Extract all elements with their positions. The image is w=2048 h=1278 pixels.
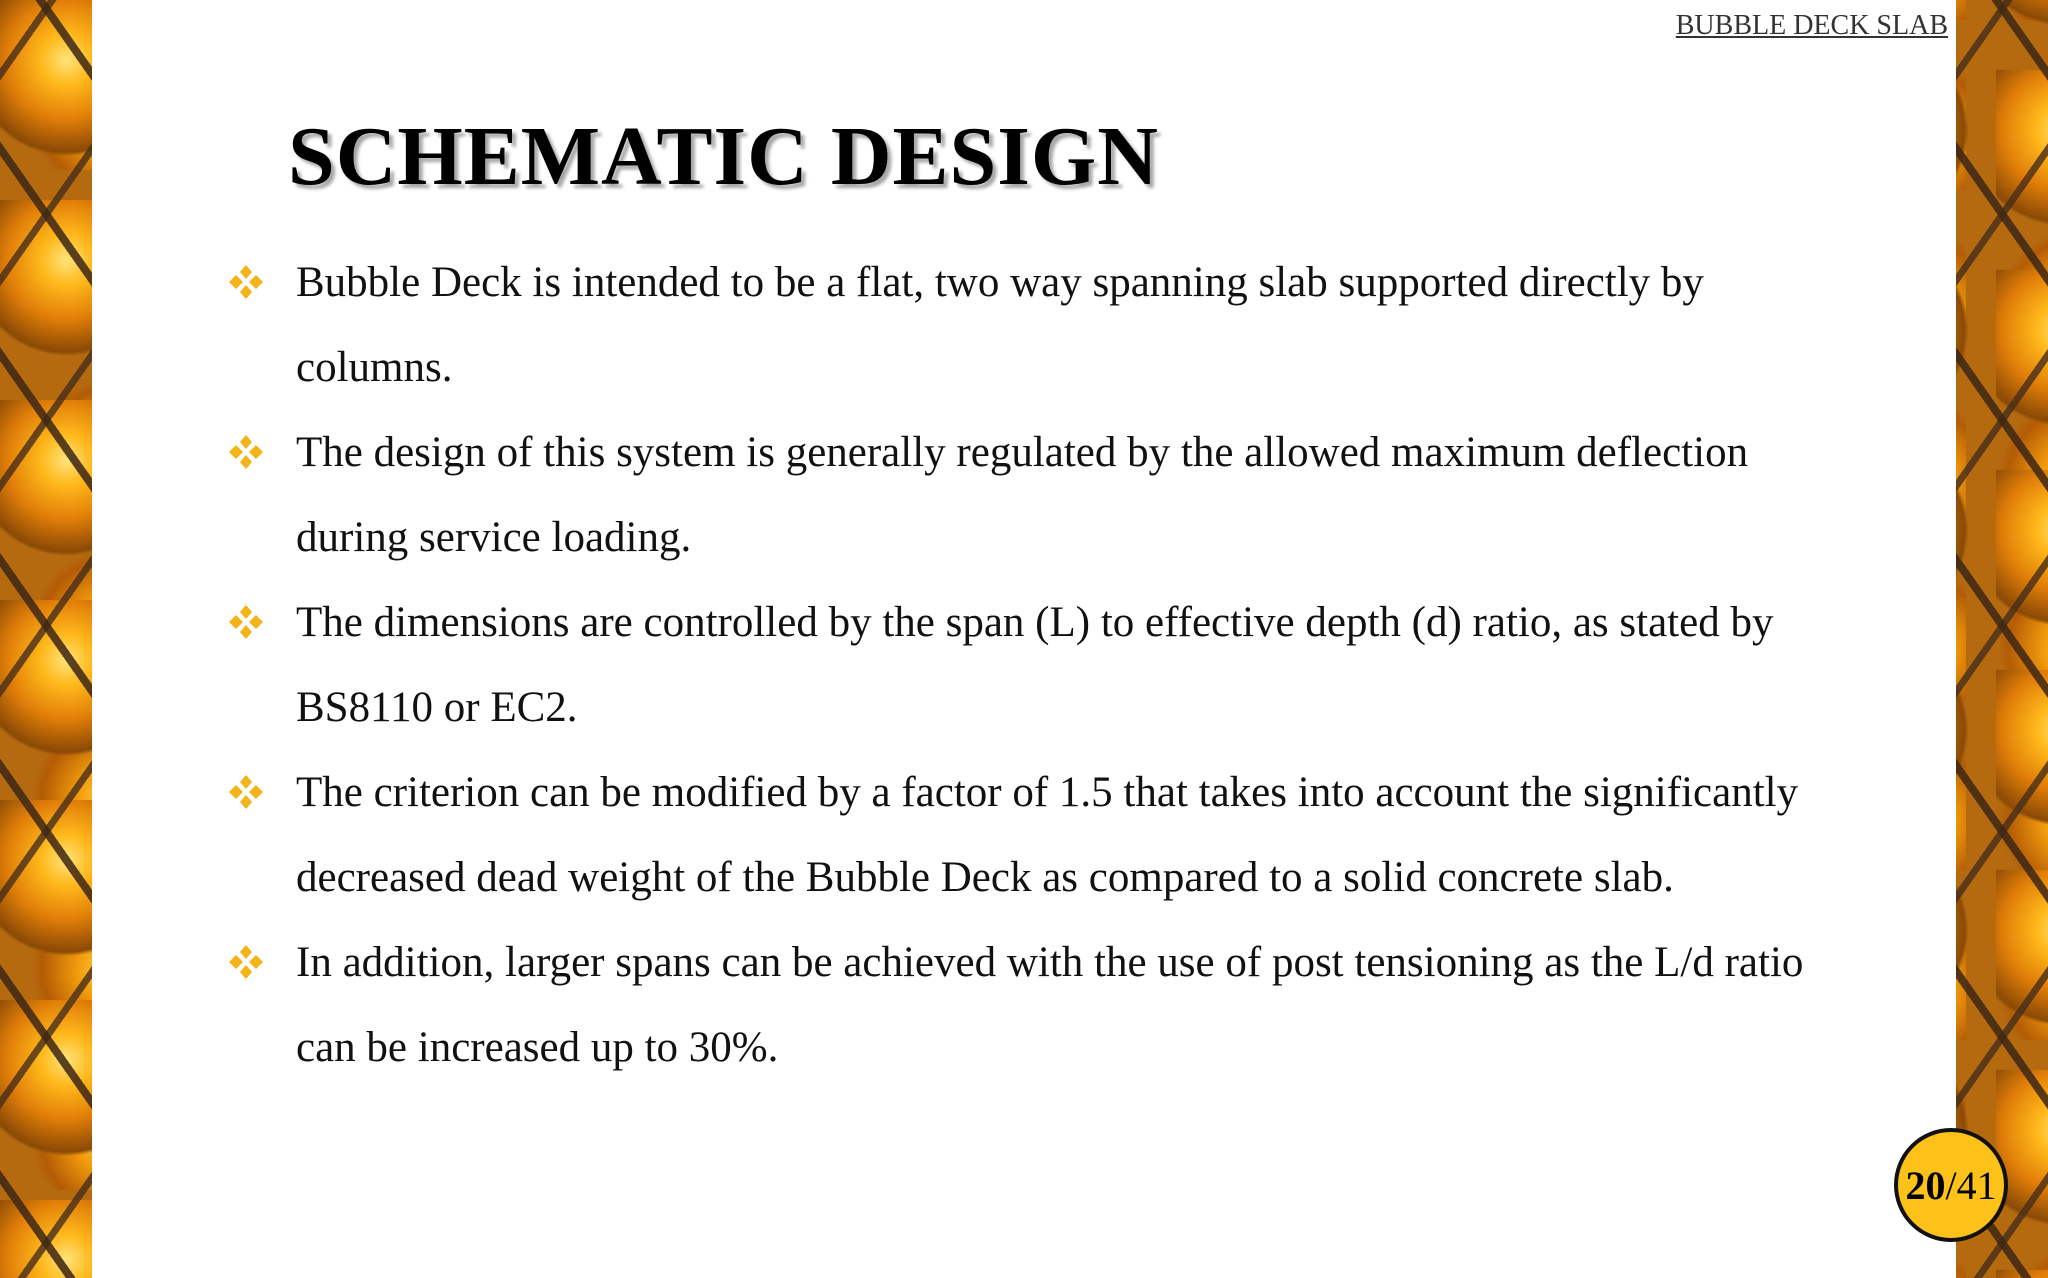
bullet-text: The dimensions are controlled by the span (L) to effective depth (d) ratio, as stated by BS8110 or EC2. [296, 599, 1774, 731]
bullet-item [226, 580, 1866, 750]
header-tag: BUBBLE DECK SLAB [1675, 10, 1948, 41]
bullet-text: In addition, larger spans can be achieved with the use of post tensioning as the L/d ratio can be increased up to 30%. [296, 939, 1804, 1071]
four-diamond-bullet-icon [228, 774, 264, 810]
bullet-item [226, 920, 1866, 1090]
bullet-item [226, 410, 1866, 580]
decorative-left-border [0, 0, 92, 1278]
slide-content [92, 0, 1956, 1278]
four-diamond-bullet-icon [228, 944, 264, 980]
decorative-right-border [1956, 0, 2048, 1278]
current-page: 20 [1905, 1162, 1946, 1208]
total-pages: 41 [1956, 1162, 1997, 1208]
bullet-list [226, 240, 1866, 1090]
page-separator: / [1945, 1162, 1957, 1208]
bullet-item [226, 240, 1866, 410]
four-diamond-bullet-icon [228, 434, 264, 470]
bullet-text: The criterion can be modified by a factor of 1.5 that takes into account the significantly decreased dead weight of the Bubble Deck as compared to a solid concrete slab. [296, 769, 1799, 901]
four-diamond-bullet-icon [228, 604, 264, 640]
four-diamond-bullet-icon [228, 264, 264, 300]
slide-title: SCHEMATIC DESIGN [288, 110, 1159, 203]
bullet-text: The design of this system is generally regulated by the allowed maximum deflection during service loading. [296, 429, 1749, 561]
page-number-badge [1894, 1128, 2008, 1242]
bullet-item [226, 750, 1866, 920]
bullet-text: Bubble Deck is intended to be a flat, two way spanning slab supported directly by columns. [296, 259, 1704, 391]
